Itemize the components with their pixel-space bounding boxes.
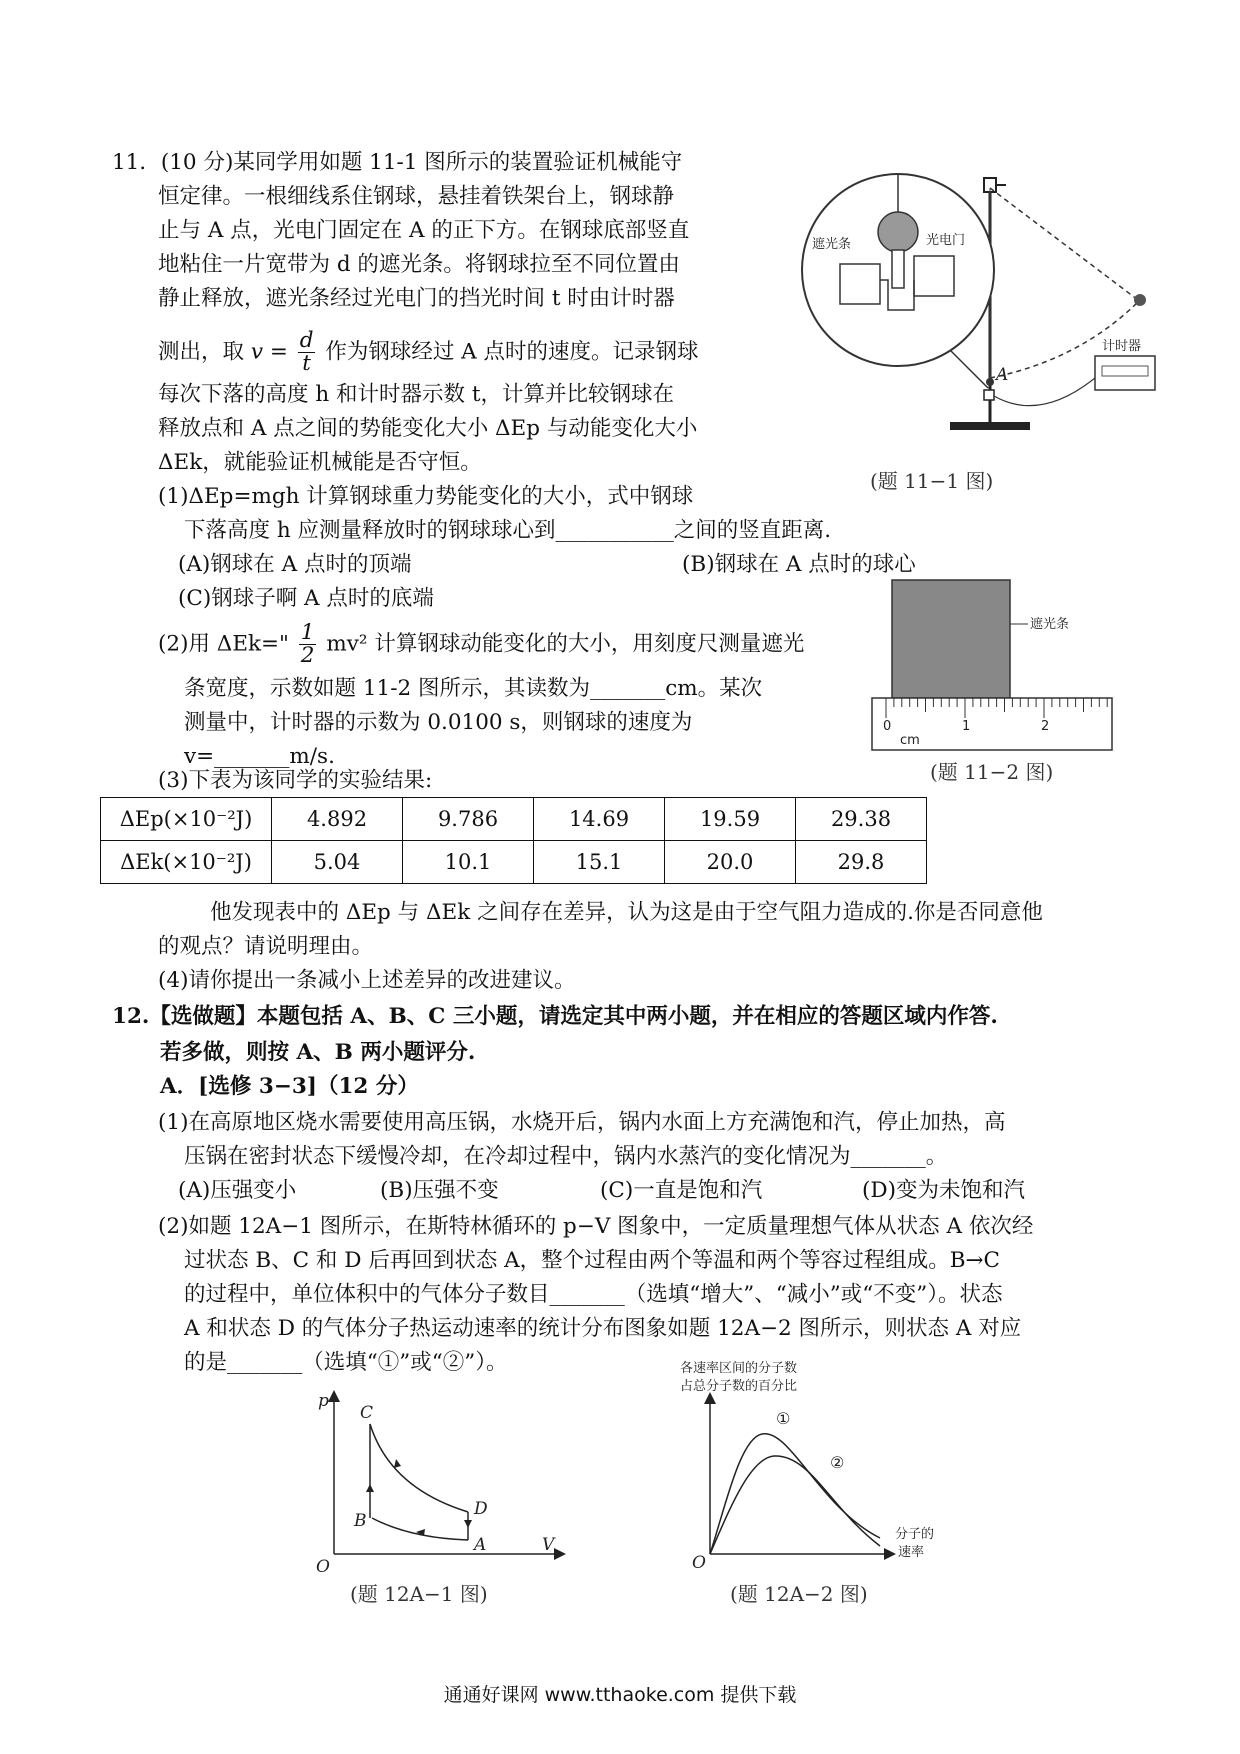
- q11-part1-line-2: 下落高度 h 应测量释放时的钢球球心到___________之间的竖直距离.: [184, 518, 832, 543]
- footer-source: 通通好课网 www.tthaoke.com 提供下载: [443, 1684, 797, 1706]
- q12-part2-line-2: 过状态 B、C 和 D 后再回到状态 A，整个过程由两个等温和两个等容过程组成。B→C: [184, 1248, 1000, 1273]
- table-row-label: ΔEk(×10⁻²J): [101, 841, 272, 884]
- table-cell: 19.59: [665, 798, 796, 841]
- label-photogate: 光电门: [926, 233, 966, 248]
- q12-section-a: A．[选修 3−3]（12 分）: [160, 1074, 419, 1099]
- q11-part1-line-1: (1)ΔEp=mgh 计算钢球重力势能变化的大小，式中钢球: [158, 484, 694, 509]
- q11-option-c: (C)钢球子啊 A 点时的底端: [178, 586, 434, 611]
- table-cell: 29.38: [796, 798, 927, 841]
- q11-part2-line-4: v=_______m/s.: [184, 744, 335, 769]
- q11-part2-line-1: (2)用 ΔEk=" $\frac{1}{2}$ mv² 计算钢球动能变化的大小，用刻度尺测量遮光: [158, 620, 805, 668]
- table-cell: 5.04: [272, 841, 403, 884]
- point-b: B: [354, 1511, 367, 1531]
- q11-option-b: (B)钢球在 A 点时的球心: [682, 552, 916, 577]
- q11-velocity-definition: 测出，取 v = $\frac{d}{t}$ 作为钢球经过 A 点时的速度。记录钢球: [158, 328, 699, 376]
- xlabel-line-1: 分子的: [895, 1527, 935, 1542]
- q11-intro-line-1: 11．(10 分)某同学用如题 11-1 图所示的装置验证机械能守: [112, 150, 683, 175]
- q11-intro-line-3: 止与 A 点，光电门固定在 A 的正下方。在钢球底部竖直: [158, 218, 690, 243]
- q11-intro-line-2: 恒定律。一根细线系住钢球，悬挂着铁架台上，钢球静: [158, 184, 675, 209]
- q12-part2-line-1: (2)如题 12A−1 图所示，在斯特林循环的 p−V 图象中，一定质量理想气体从状态 A 依次经: [158, 1214, 1034, 1239]
- unit-cm: cm: [900, 733, 920, 748]
- q11-after-table-line-1: 他发现表中的 ΔEp 与 ΔEk 之间存在差异，认为这是由于空气阻力造成的.你是否同意他: [210, 900, 1043, 925]
- q12-option-a: (A)压强变小: [178, 1178, 297, 1203]
- curve-1-label: ①: [776, 1409, 791, 1428]
- table-cell: 20.0: [665, 841, 796, 884]
- q11-part3-heading: (3)下表为该同学的实验结果:: [158, 768, 433, 793]
- table-cell: 29.8: [796, 841, 927, 884]
- figure-11-1-caption: (题 11−1 图): [870, 469, 994, 493]
- figure-12a-2-caption: (题 12A−2 图): [730, 1582, 868, 1606]
- q11-part4: (4)请你提出一条减小上述差异的改进建议。: [158, 968, 576, 993]
- q12-part1-line-1: (1)在高原地区烧水需要使用高压锅，水烧开后，锅内水面上方充满饱和汽，停止加热，高: [158, 1110, 1006, 1135]
- tick-0: 0: [883, 719, 892, 734]
- table-row: [101, 798, 927, 841]
- dist-origin: O: [692, 1553, 706, 1573]
- q11-intro2-line-2: 释放点和 A 点之间的势能变化大小 ΔEp 与动能变化大小: [158, 416, 698, 441]
- q11-part2-line-2: 条宽度，示数如题 11-2 图所示，其读数为_______cm。某次: [184, 676, 763, 701]
- origin: O: [316, 1557, 330, 1577]
- q12-part1-line-2: 压锅在密封状态下缓慢冷却，在冷却过程中，锅内水蒸汽的变化情况为_______。: [184, 1144, 948, 1169]
- table-cell: 4.892: [272, 798, 403, 841]
- curve-1: [710, 1434, 880, 1554]
- fraction-d-over-t: $\frac{d}{t}$: [299, 328, 314, 376]
- figure-12a-1-caption: (题 12A−1 图): [350, 1582, 488, 1606]
- q11-intro-line-4: 地粘住一片宽带为 d 的遮光条。将钢球拉至不同位置由: [158, 252, 680, 277]
- tick-2: 2: [1041, 719, 1050, 734]
- table-cell: 9.786: [403, 798, 534, 841]
- q12-part2-line-5: 的是_______（选填“①”或“②”）。: [184, 1350, 508, 1375]
- curve-2-label: ②: [830, 1453, 845, 1472]
- figure-12a-2-speed-distribution: [680, 1358, 970, 1580]
- q12-part2-line-4: A 和状态 D 的气体分子热运动速率的统计分布图象如题 12A−2 图所示，则状态 A 对应: [184, 1316, 1022, 1341]
- axis-p: p: [318, 1391, 329, 1411]
- figure-11-2-caption: (题 11−2 图): [930, 760, 1054, 784]
- q12-option-c: (C)一直是饱和汽: [600, 1178, 763, 1203]
- results-table: [100, 797, 927, 884]
- q11-option-a: (A)钢球在 A 点时的顶端: [178, 552, 412, 577]
- q12-heading-line-1: 12.【选做题】本题包括 A、B、C 三小题，请选定其中两小题，并在相应的答题区域内作答.: [112, 1004, 998, 1029]
- table-row-label: ΔEp(×10⁻²J): [101, 798, 272, 841]
- ylabel-line-1: 各速率区间的分子数: [680, 1361, 798, 1376]
- q11-intro-line-5: 静止释放，遮光条经过光电门的挡光时间 t 时由计时器: [158, 286, 675, 311]
- point-c: C: [360, 1403, 374, 1423]
- q11-part2-line-3: 测量中，计时器的示数为 0.0100 s，则钢球的速度为: [184, 710, 693, 735]
- q12-part2-line-3: 的过程中，单位体积中的气体分子数目_______（选填“增大”、“减小”或“不变”）。状态: [184, 1282, 1003, 1307]
- point-a: A: [474, 1535, 487, 1555]
- q11-intro2-line-1: 每次下落的高度 h 和计时器示数 t，计算并比较钢球在: [158, 382, 674, 407]
- label-shading-strip: 遮光条: [812, 237, 852, 252]
- figure-11-1-apparatus: [790, 160, 1190, 500]
- q12-option-b: (B)压强不变: [380, 1178, 499, 1203]
- table-cell: 14.69: [534, 798, 665, 841]
- label-timer: 计时器: [1102, 339, 1142, 354]
- tick-1: 1: [962, 719, 971, 734]
- xlabel-line-2: 速率: [898, 1545, 925, 1560]
- ylabel-line-2: 占总分子数的百分比: [680, 1379, 798, 1394]
- table-cell: 15.1: [534, 841, 665, 884]
- point-d: D: [474, 1499, 488, 1519]
- q12-option-d: (D)变为未饱和汽: [862, 1178, 1026, 1203]
- q12-heading-line-2: 若多做，则按 A、B 两小题评分.: [160, 1040, 476, 1065]
- fraction-one-half: $\frac{1}{2}$: [300, 620, 315, 668]
- q11-after-table-line-2: 的观点？请说明理由。: [158, 934, 374, 959]
- table-row: [101, 841, 927, 884]
- figure-11-2-ruler: [868, 572, 1118, 752]
- table-cell: 10.1: [403, 841, 534, 884]
- label-shading-strip-ruler: 遮光条: [1030, 617, 1070, 632]
- q11-intro2-line-3: ΔEk，就能验证机械能是否守恒。: [158, 450, 482, 475]
- figure-12a-1-pv-diagram: [310, 1388, 570, 1578]
- axis-v: V: [542, 1535, 555, 1555]
- label-a: A: [996, 365, 1009, 385]
